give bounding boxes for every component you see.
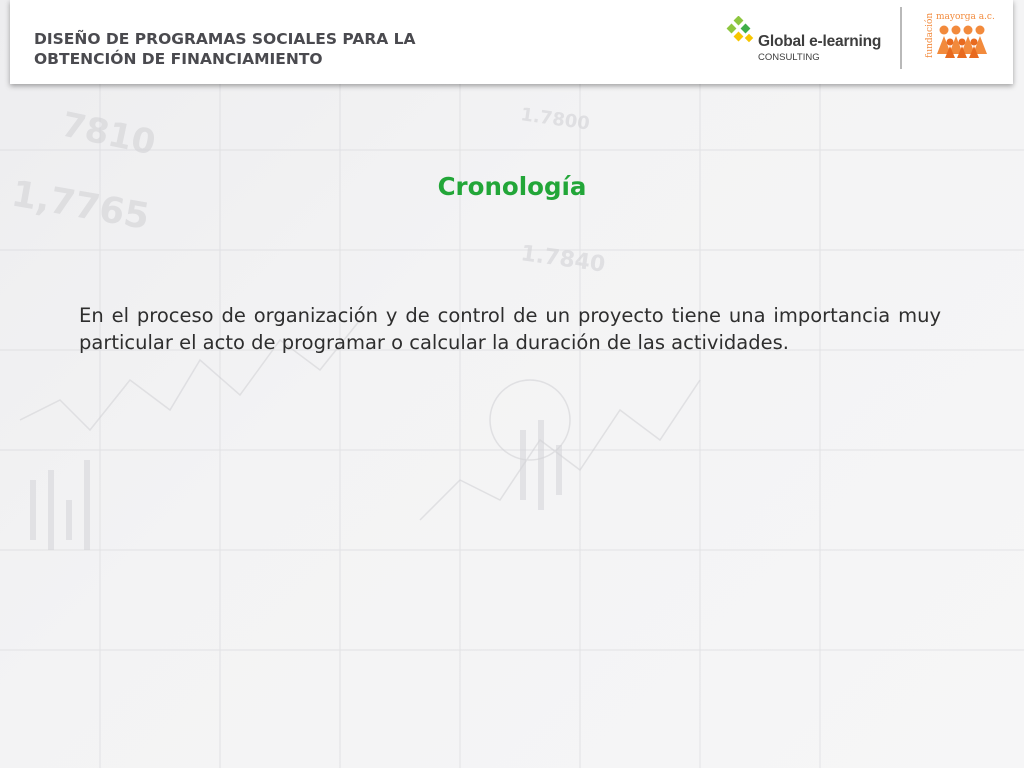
global-elearning-logo <box>726 16 896 66</box>
global-elearning-subtitle: CONSULTING <box>758 52 820 63</box>
header-title-line-2: OBTENCIÓN DE FINANCIAMIENTO <box>34 50 323 68</box>
global-elearning-mark-icon <box>726 16 756 46</box>
header-title <box>34 29 554 69</box>
fundacion-mayorga-logo <box>924 8 1004 60</box>
fundacion-vertical-text: fundación <box>925 12 935 58</box>
bg-number-3: 1.7840 <box>519 241 607 278</box>
header-divider <box>900 7 902 69</box>
fundacion-top-text: mayorga a.c. <box>936 12 995 22</box>
slide-body-paragraph: En el proceso de organización y de control de un proyecto tiene una importancia muy particular el acto de programar o calcular la duración de las actividades. <box>79 304 941 354</box>
bg-number-4: 1.7800 <box>519 104 592 135</box>
global-elearning-name: Global e-learning <box>758 33 882 50</box>
slide-title: Cronología <box>437 172 587 201</box>
bg-number-2: 1,7765 <box>8 173 153 238</box>
header-bar <box>10 0 1013 84</box>
header-title-line-1: DISEÑO DE PROGRAMAS SOCIALES PARA LA <box>34 30 416 48</box>
bg-number-1: 7810 <box>58 104 160 164</box>
